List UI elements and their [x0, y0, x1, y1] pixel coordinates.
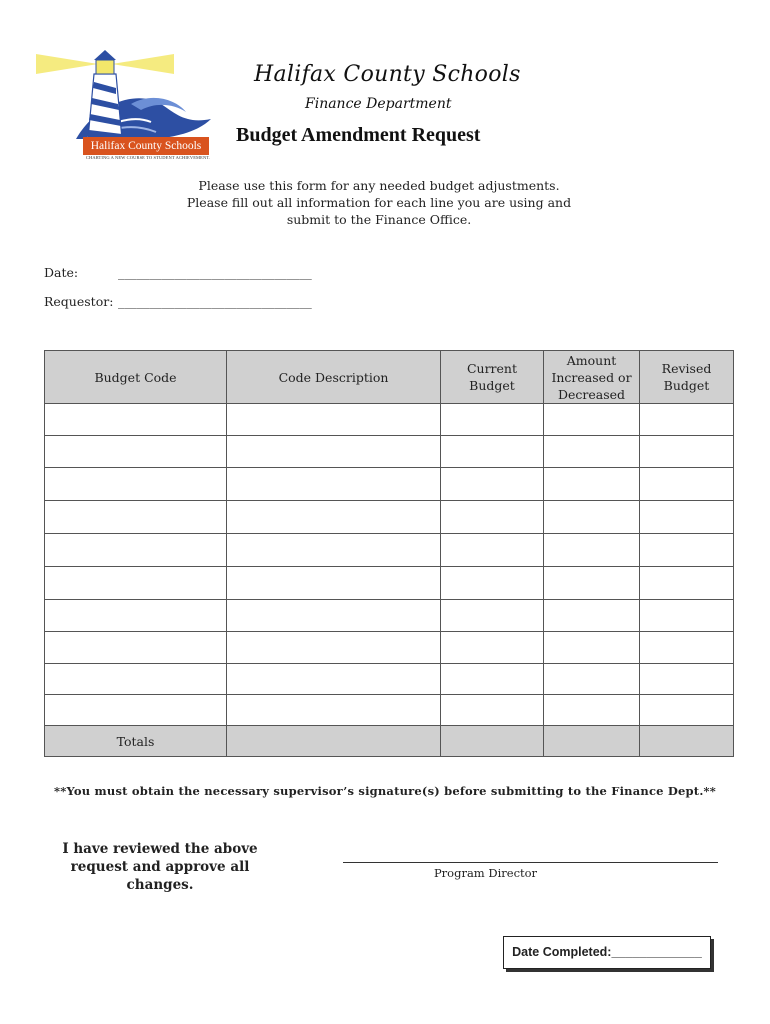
- amount-cell[interactable]: [544, 501, 640, 534]
- table-row: [45, 600, 734, 632]
- header-code-description: Code Description: [227, 351, 441, 404]
- logo-banner: Halifax County Schools: [83, 137, 209, 155]
- totals-revised-budget-cell[interactable]: [640, 726, 734, 757]
- header-budget-code: Budget Code: [45, 351, 227, 404]
- budget-table: [44, 350, 734, 757]
- revised-budget-cell[interactable]: [640, 468, 734, 501]
- amount-cell[interactable]: [544, 436, 640, 468]
- revised-budget-cell[interactable]: [640, 664, 734, 695]
- signature-warning: **You must obtain the necessary supervisor’s signature(s) before submitting to the Finance Dept.**: [54, 784, 716, 798]
- budget-code-cell[interactable]: [45, 404, 227, 436]
- instruction-line: submit to the Finance Office.: [286, 212, 472, 227]
- department-name: Finance Department: [305, 96, 452, 112]
- instruction-line: Please use this form for any needed budget adjustments.: [198, 178, 560, 193]
- amount-cell[interactable]: [544, 664, 640, 695]
- budget-code-cell[interactable]: [45, 632, 227, 664]
- budget-code-cell[interactable]: [45, 436, 227, 468]
- revised-budget-cell[interactable]: [640, 534, 734, 567]
- code-description-cell[interactable]: [227, 534, 441, 567]
- budget-code-cell[interactable]: [45, 468, 227, 501]
- current-budget-cell[interactable]: [441, 436, 544, 468]
- revised-budget-cell[interactable]: [640, 695, 734, 726]
- form-title: Budget Amendment Request: [236, 124, 481, 146]
- table-row: [45, 404, 734, 436]
- current-budget-cell[interactable]: [441, 468, 544, 501]
- signature-label: Program Director: [433, 866, 538, 880]
- header-revised-budget: Revised Budget: [640, 351, 734, 404]
- amount-cell[interactable]: [544, 468, 640, 501]
- amount-cell[interactable]: [544, 567, 640, 600]
- budget-code-cell[interactable]: [45, 534, 227, 567]
- budget-code-cell[interactable]: [45, 501, 227, 534]
- totals-current-budget-cell[interactable]: [441, 726, 544, 757]
- totals-row: [45, 726, 734, 757]
- table-row: [45, 632, 734, 664]
- table-row: [45, 501, 734, 534]
- budget-code-cell[interactable]: [45, 695, 227, 726]
- budget-code-cell[interactable]: [45, 567, 227, 600]
- amount-cell[interactable]: [544, 600, 640, 632]
- amount-cell[interactable]: [544, 695, 640, 726]
- current-budget-cell[interactable]: [441, 501, 544, 534]
- current-budget-cell[interactable]: [441, 664, 544, 695]
- revised-budget-cell[interactable]: [640, 600, 734, 632]
- totals-description-cell: [227, 726, 441, 757]
- date-field[interactable]: _______________________________: [118, 265, 312, 280]
- table-row: [45, 436, 734, 468]
- date-label: Date:: [44, 265, 79, 280]
- amount-cell[interactable]: [544, 632, 640, 664]
- totals-label: Totals: [45, 726, 227, 757]
- org-name: Halifax County Schools: [254, 62, 521, 87]
- current-budget-cell[interactable]: [441, 695, 544, 726]
- totals-amount-cell[interactable]: [544, 726, 640, 757]
- amount-cell[interactable]: [544, 404, 640, 436]
- date-completed-box[interactable]: [503, 936, 711, 969]
- budget-code-cell[interactable]: [45, 600, 227, 632]
- revised-budget-cell[interactable]: [640, 632, 734, 664]
- code-description-cell[interactable]: [227, 567, 441, 600]
- code-description-cell[interactable]: [227, 468, 441, 501]
- current-budget-cell[interactable]: [441, 404, 544, 436]
- code-description-cell[interactable]: [227, 404, 441, 436]
- current-budget-cell[interactable]: [441, 567, 544, 600]
- code-description-cell[interactable]: [227, 436, 441, 468]
- revised-budget-cell[interactable]: [640, 567, 734, 600]
- code-description-cell[interactable]: [227, 664, 441, 695]
- table-row: [45, 534, 734, 567]
- code-description-cell[interactable]: [227, 695, 441, 726]
- header-current-budget: Current Budget: [441, 351, 544, 404]
- current-budget-cell[interactable]: [441, 632, 544, 664]
- code-description-cell[interactable]: [227, 501, 441, 534]
- revised-budget-cell[interactable]: [640, 501, 734, 534]
- approval-statement: I have reviewed the above request and approve all changes.: [62, 841, 258, 893]
- budget-code-cell[interactable]: [45, 664, 227, 695]
- code-description-cell[interactable]: [227, 632, 441, 664]
- instruction-line: Please fill out all information for each line you are using and: [186, 195, 572, 210]
- requestor-label: Requestor:: [44, 294, 114, 309]
- revised-budget-cell[interactable]: [640, 436, 734, 468]
- table-row: [45, 695, 734, 726]
- logo-tagline: CHARTING A NEW COURSE TO STUDENT ACHIEVEMENT.: [85, 155, 211, 160]
- date-completed-label: Date Completed:_____________: [512, 945, 702, 959]
- table-row: [45, 468, 734, 501]
- header-amount-changed: Amount Increased or Decreased: [544, 351, 640, 404]
- table-row: [45, 664, 734, 695]
- signature-line[interactable]: [343, 862, 718, 863]
- revised-budget-cell[interactable]: [640, 404, 734, 436]
- table-row: [45, 567, 734, 600]
- code-description-cell[interactable]: [227, 600, 441, 632]
- requestor-field[interactable]: _______________________________: [118, 294, 312, 309]
- amount-cell[interactable]: [544, 534, 640, 567]
- current-budget-cell[interactable]: [441, 600, 544, 632]
- current-budget-cell[interactable]: [441, 534, 544, 567]
